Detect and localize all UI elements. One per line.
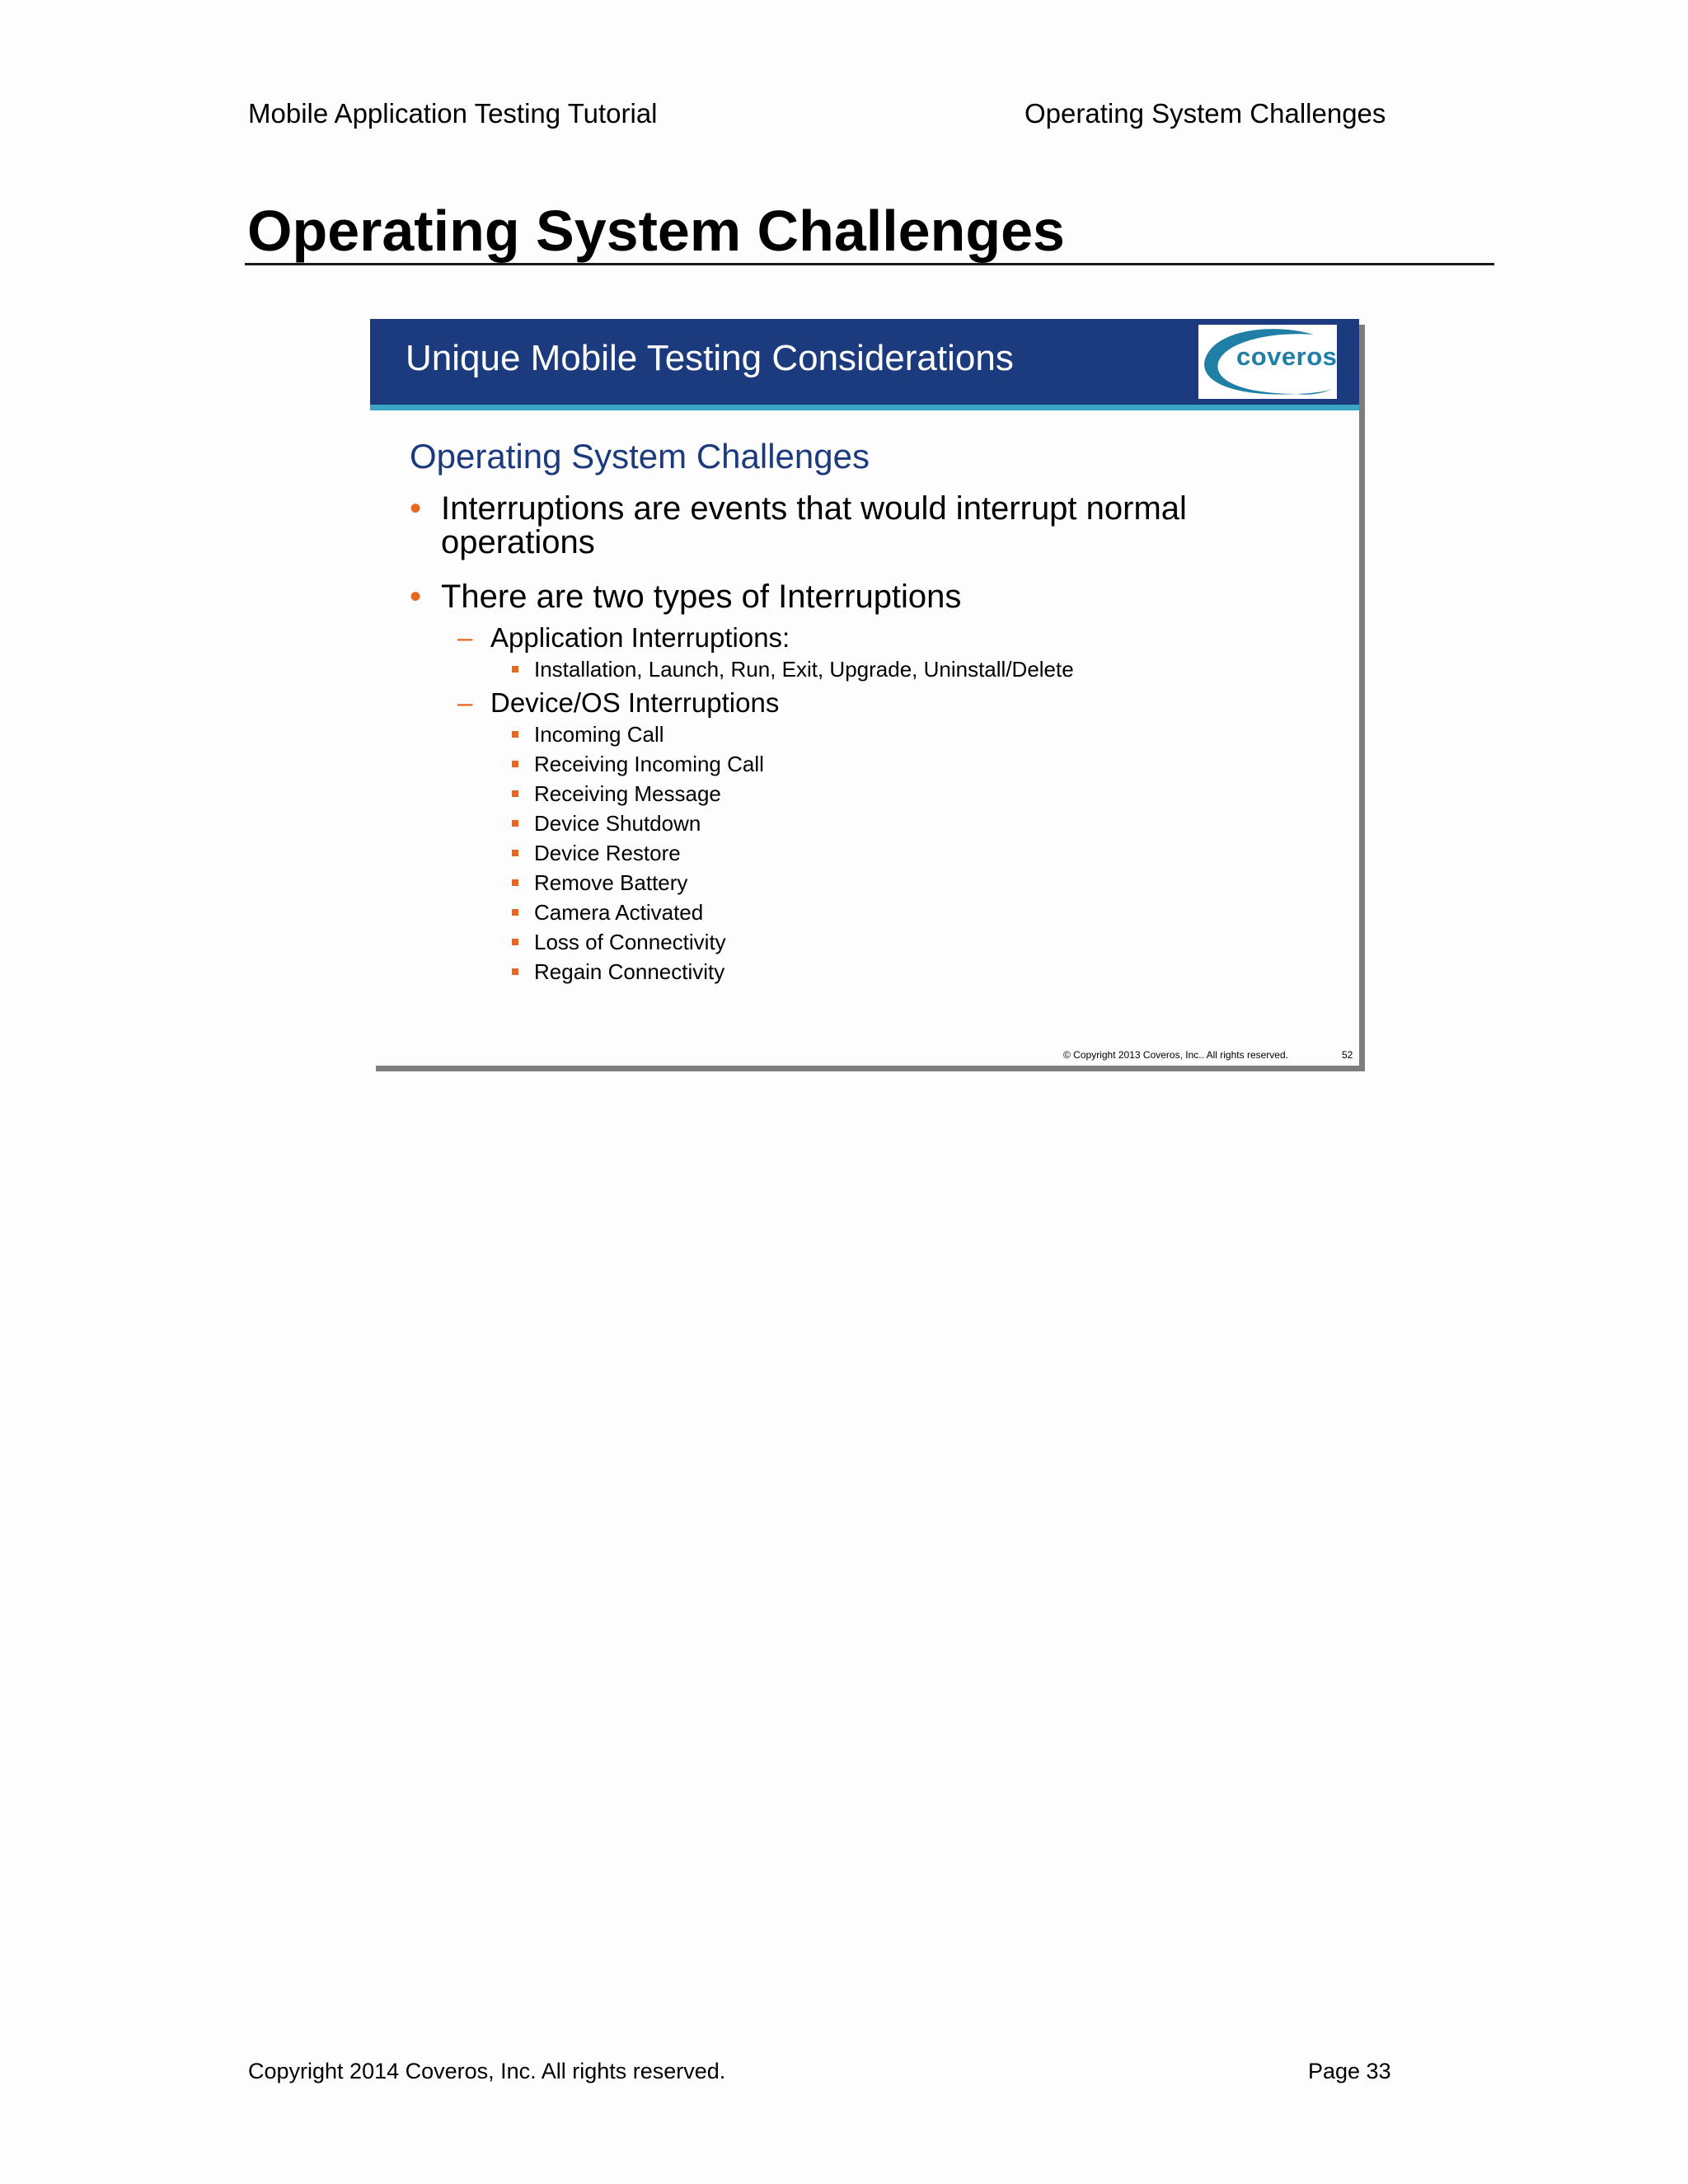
slide-header-stripe xyxy=(370,405,1359,410)
list-item: Installation, Launch, Run, Exit, Upgrade, Uninstall/Delete xyxy=(534,657,1074,682)
square-bullet-icon xyxy=(512,761,518,767)
bullet-icon: • xyxy=(410,490,422,527)
list-item: Receiving Incoming Call xyxy=(534,752,764,776)
page-footer-copyright: Copyright 2014 Coveros, Inc. All rights reserved. xyxy=(248,2059,726,2083)
square-bullet-icon xyxy=(512,731,518,738)
square-bullet-icon xyxy=(512,939,518,945)
list-item: Loss of Connectivity xyxy=(534,930,726,954)
running-header-right: Operating System Challenges xyxy=(1025,98,1386,129)
square-bullet-icon xyxy=(512,850,518,856)
list-item: Device Shutdown xyxy=(534,811,701,836)
slide-copyright: © Copyright 2013 Coveros, Inc.. All rights reserved. xyxy=(1063,1049,1288,1061)
square-bullet-icon xyxy=(512,968,518,975)
coveros-logo xyxy=(1198,325,1337,399)
square-bullet-icon xyxy=(512,666,518,673)
square-bullet-icon xyxy=(512,909,518,916)
slide-subtitle: Operating System Challenges xyxy=(410,437,870,476)
square-bullet-icon xyxy=(512,790,518,797)
list-item: Receiving Message xyxy=(534,781,721,806)
dash-icon: – xyxy=(457,687,473,718)
slide xyxy=(370,319,1359,1066)
list-item: Camera Activated xyxy=(534,900,704,925)
slide-header xyxy=(370,319,1359,405)
slide-number: 52 xyxy=(1342,1049,1353,1061)
bullet-icon: • xyxy=(410,579,422,615)
page-number: Page 33 xyxy=(1308,2059,1391,2083)
square-bullet-icon xyxy=(512,879,518,886)
dash-icon: – xyxy=(457,622,473,653)
logo-text: coveros xyxy=(1236,342,1338,371)
sub-bullet-text: Application Interruptions: xyxy=(490,622,790,653)
sub-bullet-text: Device/OS Interruptions xyxy=(490,687,780,718)
bullet-text: Interruptions are events that would interrupt normal operations xyxy=(441,490,1187,560)
bullet-text: There are two types of Interruptions xyxy=(441,579,962,615)
square-bullet-icon xyxy=(512,820,518,827)
slide-header-title: Unique Mobile Testing Considerations xyxy=(406,338,1014,378)
list-item: Device Restore xyxy=(534,841,681,865)
title-divider xyxy=(245,263,1494,265)
list-item: Regain Connectivity xyxy=(534,959,725,984)
list-item: Remove Battery xyxy=(534,870,688,895)
page-title: Operating System Challenges xyxy=(247,199,1065,263)
running-header-left: Mobile Application Testing Tutorial xyxy=(248,98,658,129)
list-item: Incoming Call xyxy=(534,722,664,747)
